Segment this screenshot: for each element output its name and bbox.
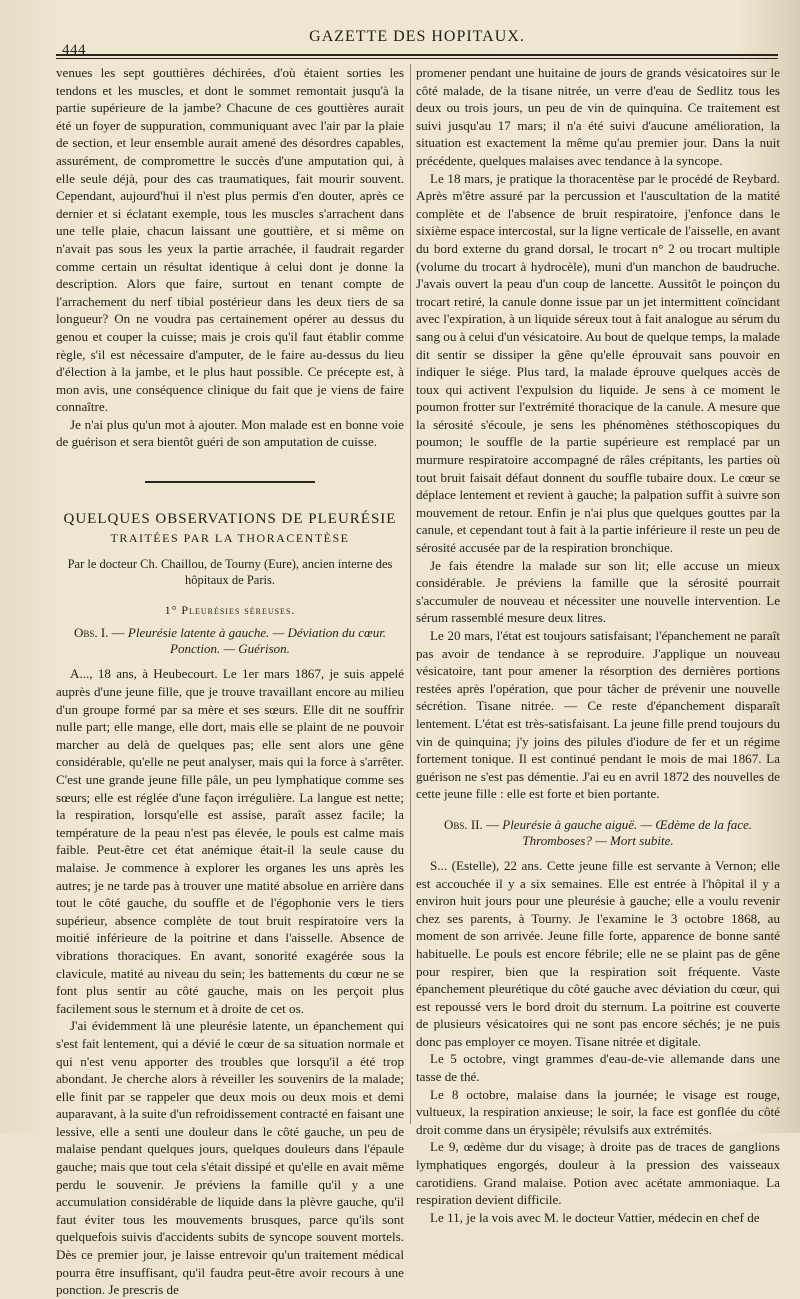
paragraph: promener pendant une huitaine de jours de grands vésicatoires sur le côté malade, de la tisane nitrée, un verre d'eau de Sedlitz tous les deux ou trois jours, un peu de vin de quinquina. Ce traitement est suivi jusqu'au 17 mars; il n'a été suivi d'aucune amélioration, la situation est exactement la même qu'au premier jour. Dans la nuit précédente, quelques malaises avec tendance à la syncope. [416,65,780,168]
paragraph: Le 20 mars, l'état est toujours satisfaisant; l'épanchement ne paraît pas avoir de tendance à se reproduire. J'applique un nouveau vésicatoire, tant pour amener la résorption des dernières portions restées après l'opération, que pour tâcher de prévenir une nouvelle sécrétion. Tisane nitrée. — Ce reste d'épanchement disparaît lentement. L'état est très-satisfaisant. La jeune fille prend toujours du vin de quinquina; j'y joins des pilules d'iodure de fer et un régime fortement tonique. Il est continué pendant le mois de mai 1867. La guérison ne s'est pas démentie. J'ai eu en avril 1872 des nouvelles de cette jeune fille : elle est forte et bien portante. [416,628,780,802]
page-number: 444 [62,42,86,58]
paragraph: Le 5 octobre, vingt grammes d'eau-de-vie allemande dans une tasse de thé. [416,1051,780,1085]
section-heading: 1° Pleurésies séreuses. [164,602,296,617]
observation-heading [416,817,780,849]
paragraph: Le 9, œdème dur du visage; à droite pas de traces de ganglions lymphatiques engorgés, douleur à la pression des vaisseaux carotidiens. Grand malaise. Potion avec acétate ammoniaque. La respiration devient difficile. [416,1139,780,1208]
paragraph: J'ai évidemment là une pleurésie latente, un épanchement qui s'est fait lentement, qui a dévié le cœur de sa situation normale et qui n'est venu apporter des troubles que lorsqu'il a été trop abondant. Je cherche alors à réveiller les souvenirs de la malade; elle finit par se rappeler que deux mois ou deux mois et demi auparavant, à la suite d'un refroidissement contracté en faisant une lessive, elle a senti une douleur dans le côté gauche, un peu de malaise pendant quelques jours, quelques douleurs dans l'épaule gauche; mais que tout cela s'était dissipé et qu'elle en avait même perdu le souvenir. Je préviens la famille qu'il y a une accumulation considérable de liquide dans la plèvre gauche, qu'il faut éviter tous les mouvements brusques, parce qu'ils sont quelquefois suivis d'accidents subits de syncope souvent mortels. Dès ce premier jour, je laisse entrevoir qu'un traitement médical pourra être insuffisant, qu'il faudra peut-être avoir recours à une ponction. Je prescris de [56,1018,404,1298]
separator-rule [145,481,315,483]
observation-label: Obs. II. — [443,816,499,832]
observation-title: Pleurésie à gauche aiguë. — Œdème de la face. Thromboses? — Mort subite. [502,816,753,848]
paragraph: Le 8 octobre, malaise dans la journée; le visage est rouge, vultueux, la respiration anxieuse; le soir, la face est gonflée du côté droit comme dans un érysipèle; révulsifs aux extrémités. [416,1086,780,1137]
journal-title: GAZETTE DES HOPITAUX. [309,28,525,45]
observation-label: Obs. I. — [73,625,125,641]
paragraph: S... (Estelle), 22 ans. Cette jeune fille est servante à Vernon; elle est accouchée il y a six semaines. Elle est entrée à l'hôpital il y a environ huit jours pour une pleurésie à gauche; elle a voulu revenir chez ses parents, à Tourny. Je l'examine le 3 octobre 1868, au moment de son arrivée. Jeune fille forte, apparence de bonne santé habituelle. Le pouls est encore fébrile; elle ne se plaint pas de gêne pour respirer, bien que la respiration soit fréquente. Vaste épanchement pleurétique du côté gauche avec déviation du cœur, qui est repoussé vers le bord droit du sternum. La poitrine est couverte de plusieurs vésicatoires qui ne sont pas encore séchés; je ne puis donc pas employer ce moyen. Tisane nitrée et digitale. [416,857,780,1049]
ornamental-separator [56,473,404,491]
article-title: QUELQUES OBSERVATIONS DE PLEURÉSIE [63,510,397,527]
paragraph: Le 11, je la vois avec M. le docteur Vattier, médecin en chef de [430,1209,760,1225]
right-column [416,64,780,1226]
paragraph: Je fais étendre la malade sur son lit; elle accuse un mieux considérable. Je préviens la famille que la sérosité pourrait s'accumuler de nouveau et nécessiter une nouvelle intervention. Le sérum rassemblé mesure deux litres. [416,557,780,626]
column-divider [410,64,411,1124]
paragraph: venues les sept gouttières déchirées, d'où étaient sorties les tendons et les muscles, et dont le sommet remontait jusqu'à la partie supérieure de la jambe? Chacune de ces gouttières aurait été un foyer de suppuration, communiquant avec l'air par la plaie de section, et leur ensemble aurait amené des désordres capables, assurément, de compromettre le succès d'une amputation qui, à elle seule déjà, pour des cas traumatiques, fait mourir souvent. Cependant, aujourd'hui il n'est plus permis d'en douter, après ce dernier et si éclatant exemple, tous les muscles s'arrachent dans une telle plaie, chacun laissant une gouttière, et si même on n'avait pas sous les yeux la partie arrachée, il faudrait regarder comme certain un résultat identique à celui dont je donne la description. Alors que faire, surtout en tenant compte de l'arrachement du nerf tibial postérieur dans les deux tiers de sa longueur? On ne voudra pas certainement opérer au dessus du genou et couper la cuisse; mais je crois qu'il faut établir comme règle, s'il est nécessaire d'amputer, de le faire au-dessus du lieu d'élection à la jambe, et le plus haut possible. Ce précepte est, à mon avis, une conséquence clinique du fait que je viens de faire connaître. [56,65,404,415]
article-byline: Par le docteur Ch. Chaillou, de Tourny (Eure), ancien interne des hôpitaux de Paris. [67,556,393,587]
page-header [56,26,778,56]
article-subtitle: TRAITÉES PAR LA THORACENTÈSE [110,531,350,546]
observation-heading [56,625,404,657]
header-rule-thin [56,58,778,59]
paragraph: A..., 18 ans, à Heubecourt. Le 1er mars 1867, je suis appelé auprès d'une jeune fille, que je trouve travaillant encore au milieu d'un groupe formé par sa mère et ses sœurs. Elle dit ne souffrir nulle part; elle mange, elle dort, mais elle se plaint de ne pouvoir marcher au delà de quelques pas; elle sent alors une gêne considérable, qu'elle ne peut analyser, mais qui la force à s'arrêter. C'est une grande jeune fille pâle, un peu lymphatique comme ses sœurs; elle est réglée d'une façon irrégulière. La langue est nette; la respiration, lorsqu'elle est assise, paraît assez facile; la température de la peau n'est pas élevée, le pouls est calme mais faible. Peut-être cet état anémique était-il la seule cause du malaise. Je commence à explorer les organes les uns après les autres; je ne tarde pas à trouver une matité absolue en arrière dans tout le côté gauche, du souffle et de l'égophonie vers le tiers supérieur, absence complète de tout bruit respiratoire vers la moitié inférieure de la poitrine et dans l'aisselle. Absence de vibrations thoraciques. En avant, sonorité exagérée sous la clavicule, matité au niveau du sein; les battements du cœur ne se font plus sentir au côté gauche, mais on les perçoit plus facilement sous le sternum et à droite de cet os. [56,666,404,1016]
left-column [56,64,404,1299]
header-rule [56,54,778,56]
paragraph: Je n'ai plus qu'un mot à ajouter. Mon malade est en bonne voie de guérison et sera bientôt guéri de son amputation de cuisse. [56,416,404,450]
observation-title: Pleurésie latente à gauche. — Déviation du cœur. Ponction. — Guérison. [127,625,387,657]
paragraph: Le 18 mars, je pratique la thoracentèse par le procédé de Reybard. Après m'être assuré par la percussion et l'auscultation de la matité complète et de l'absence de bruit respiratoire, j'enfonce dans le sixième espace intercostal, sur la ligne verticale de l'aisselle, en avant du bord externe du grand dorsal, le trocart n° 2 ou trocart multiple (volume du trocart à hydrocèle), muni d'un manchon de baudruche. J'avais ouvert la peau d'un coup de lancette. Aussitôt le poinçon du trocart retiré, la canule donne issue par un jet intermittent coïncidant avec l'expiration, à un liquide séreux tout à fait analogue au sérum du sang ou à celui d'un vésicatoire. Au bout de quelque temps, la malade dit sentir se dissiper la gêne qu'elle éprouvait sans pouvoir en indiquer le siége. Plus tard, la malade éprouve quelques accès de toux qui activent l'expulsion du liquide. Je sens à ce moment le poumon frotter sur l'extrémité thoracique de la canule. A mesure que la sérosité s'écoule, je sens les phénomènes stéthoscopiques du poumon; le souffle de la partie supérieure est remplacé par un murmure respiratoire accompagné de râles crépitants, les parties où tout bruit faisait défaut donnent du souffle tubaire doux. Le cœur se déplace lentement et revient à gauche; la palpation suffit à suivre son mouvement de retour. Enfin je n'ai plus que quelques gouttes par la canule, et cependant tout à fait à la partie inférieure il reste un peu de sérosité accusée par de la respiration bronchique. [416,170,780,556]
